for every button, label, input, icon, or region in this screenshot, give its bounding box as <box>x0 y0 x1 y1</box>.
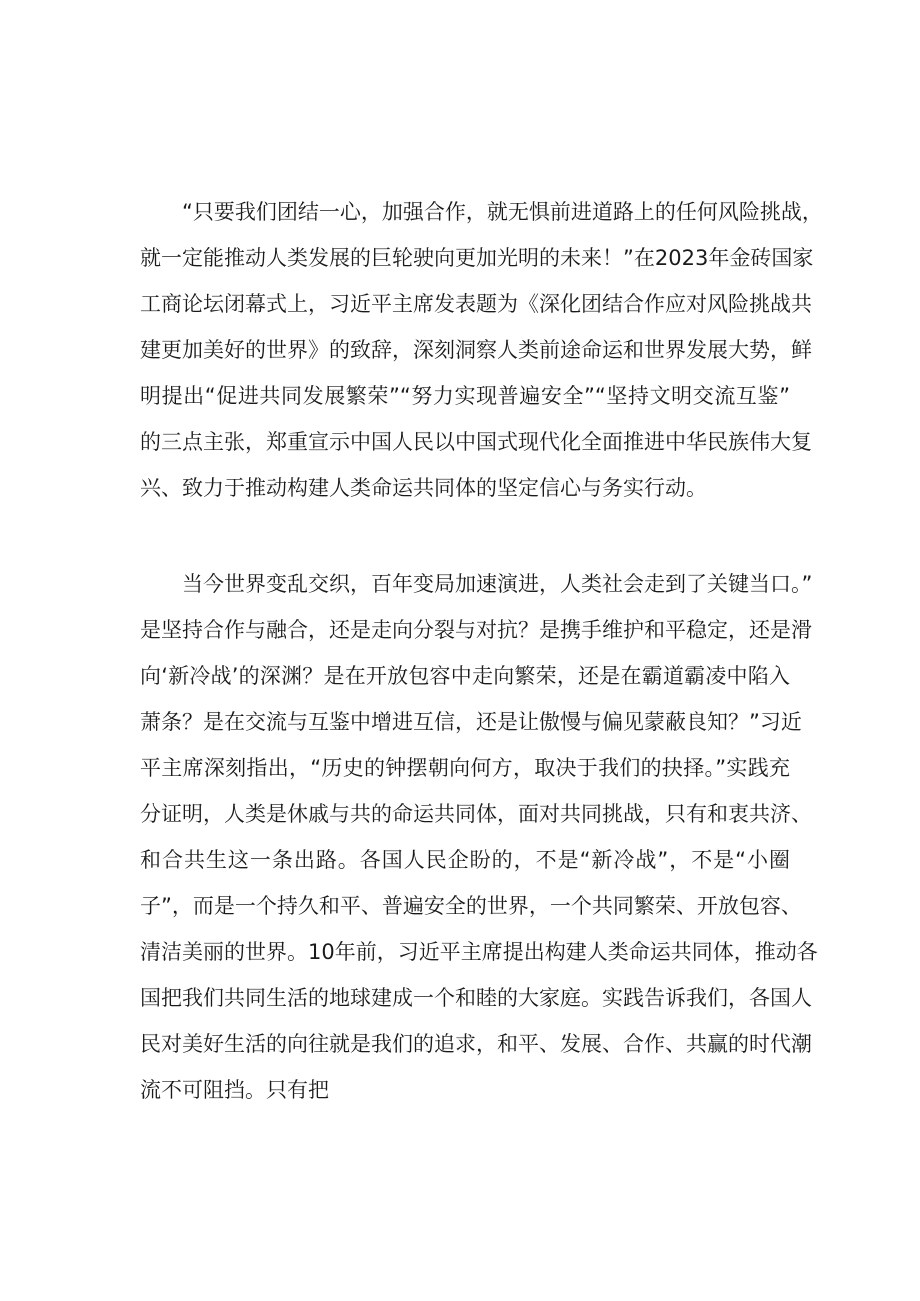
paragraph-line: 流不可阻挡。只有把 <box>140 1078 329 1102</box>
paragraph-line: 萧条？是在交流与互鉴中增进互信，还是让傲慢与偏见蒙蔽良知？”习近 <box>140 710 802 734</box>
paragraph-line: 和合共生这一条出路。各国人民企盼的，不是“新冷战”，不是“小圈 <box>140 848 790 872</box>
paragraph-line: 平主席深刻指出，“历史的钟摆朝向何方，取决于我们的抉择。”实践充 <box>140 756 790 780</box>
paragraph-line: 是坚持合作与融合，还是走向分裂与对抗？是携手维护和平稳定，还是滑 <box>140 618 812 642</box>
paragraph-line: 明提出“促进共同发展繁荣”“努力实现普遍安全”“坚持文明交流互鉴” <box>140 384 790 408</box>
paragraph-line: 兴、致力于推动构建人类命运共同体的坚定信心与务实行动。 <box>140 476 707 500</box>
paragraph-line: 清洁美丽的世界。10年前，习近平主席提出构建人类命运共同体，推动各 <box>140 940 818 964</box>
paragraph-line: “只要我们团结一心，加强合作，就无惧前进道路上的任何风险挑战， <box>182 200 823 224</box>
paragraph-line: 国把我们共同生活的地球建成一个和睦的大家庭。实践告诉我们，各国人 <box>140 986 812 1010</box>
paragraph-line: 就一定能推动人类发展的巨轮驶向更加光明的未来！”在2023年金砖国家 <box>140 246 814 270</box>
paragraph-line: 子”，而是一个持久和平、普遍安全的世界，一个共同繁荣、开放包容、 <box>140 894 802 918</box>
paragraph-line: 建更加美好的世界》的致辞，深刻洞察人类前途命运和世界发展大势，鲜 <box>140 338 812 362</box>
paragraph-line: 工商论坛闭幕式上，习近平主席发表题为《深化团结合作应对风险挑战共 <box>140 292 812 316</box>
paragraph-2 <box>140 568 818 1120</box>
paragraph-line: 的三点主张，郑重宣示中国人民以中国式现代化全面推进中华民族伟大复 <box>140 430 812 454</box>
paragraph-line: 当今世界变乱交织，百年变局加速演进，人类社会走到了关键当口。” <box>182 572 813 596</box>
paragraph-1 <box>140 196 823 518</box>
paragraph-line: 民对美好生活的向往就是我们的追求，和平、发展、合作、共赢的时代潮 <box>140 1032 812 1056</box>
paragraph-line: 向‘新冷战’的深渊？是在开放包容中走向繁荣，还是在霸道霸凌中陷入 <box>140 664 790 688</box>
paragraph-line: 分证明，人类是休戚与共的命运共同体，面对共同挑战，只有和衷共济、 <box>140 802 812 826</box>
